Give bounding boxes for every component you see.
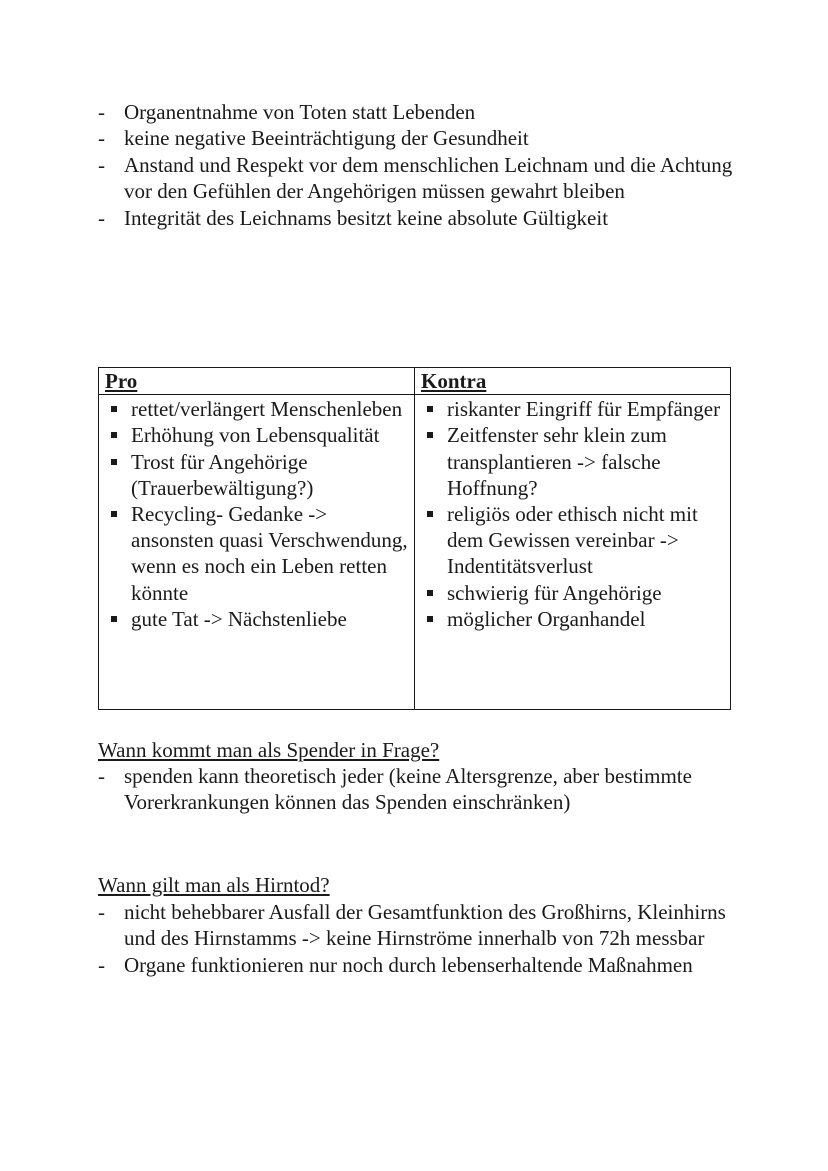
pro-contra-table	[98, 367, 731, 710]
hirntod-heading: Wann gilt man als Hirntod?	[98, 873, 330, 897]
pro-item: Recycling- Gedanke -> ansonsten quasi Verschwendung, wenn es noch ein Leben retten könnte	[105, 501, 414, 606]
pro-item: Erhöhung von Lebensqualität	[105, 422, 414, 448]
contra-item: möglicher Organhandel	[421, 606, 730, 632]
pro-item: Trost für Angehörige (Trauerbewältigung?)	[105, 449, 414, 501]
pro-item: gute Tat -> Nächstenliebe	[105, 606, 414, 632]
intro-bullet-list	[98, 99, 758, 231]
contra-item: riskanter Eingriff für Empfänger	[421, 396, 730, 422]
spender-list	[98, 763, 758, 816]
pro-cell	[99, 395, 415, 710]
contra-list	[421, 396, 730, 632]
pro-header: Pro	[99, 368, 415, 395]
spender-heading: Wann kommt man als Spender in Frage?	[98, 738, 440, 762]
contra-item: religiös oder ethisch nicht mit dem Gewissen vereinbar -> Indentitätsverlust	[421, 501, 730, 580]
list-item: - nicht behebbarer Ausfall der Gesamtfunktion des Großhirns, Kleinhirns und des Hirnstamms -> keine Hirnströme innerhalb von 72h messbar	[98, 899, 758, 952]
pro-list	[105, 396, 414, 632]
contra-item: Zeitfenster sehr klein zum transplantieren -> falsche Hoffnung?	[421, 422, 730, 501]
list-item: - spenden kann theoretisch jeder (keine Altersgrenze, aber bestimmte Vorerkrankungen können das Spenden einschränken)	[98, 763, 758, 816]
contra-cell	[415, 395, 731, 710]
list-item: - Organe funktionieren nur noch durch lebenserhaltende Maßnahmen	[98, 952, 758, 978]
contra-header: Kontra	[415, 368, 731, 395]
contra-item: schwierig für Angehörige	[421, 580, 730, 606]
list-item: - keine negative Beeinträchtigung der Gesundheit	[98, 125, 758, 151]
list-item: - Integrität des Leichnams besitzt keine absolute Gültigkeit	[98, 205, 758, 231]
list-item: - Organentnahme von Toten statt Lebenden	[98, 99, 758, 125]
pro-item: rettet/verlängert Menschenleben	[105, 396, 414, 422]
hirntod-list	[98, 899, 758, 978]
list-item: - Anstand und Respekt vor dem menschlichen Leichnam und die Achtung vor den Gefühlen der Angehörigen müssen gewahrt bleiben	[98, 152, 758, 205]
